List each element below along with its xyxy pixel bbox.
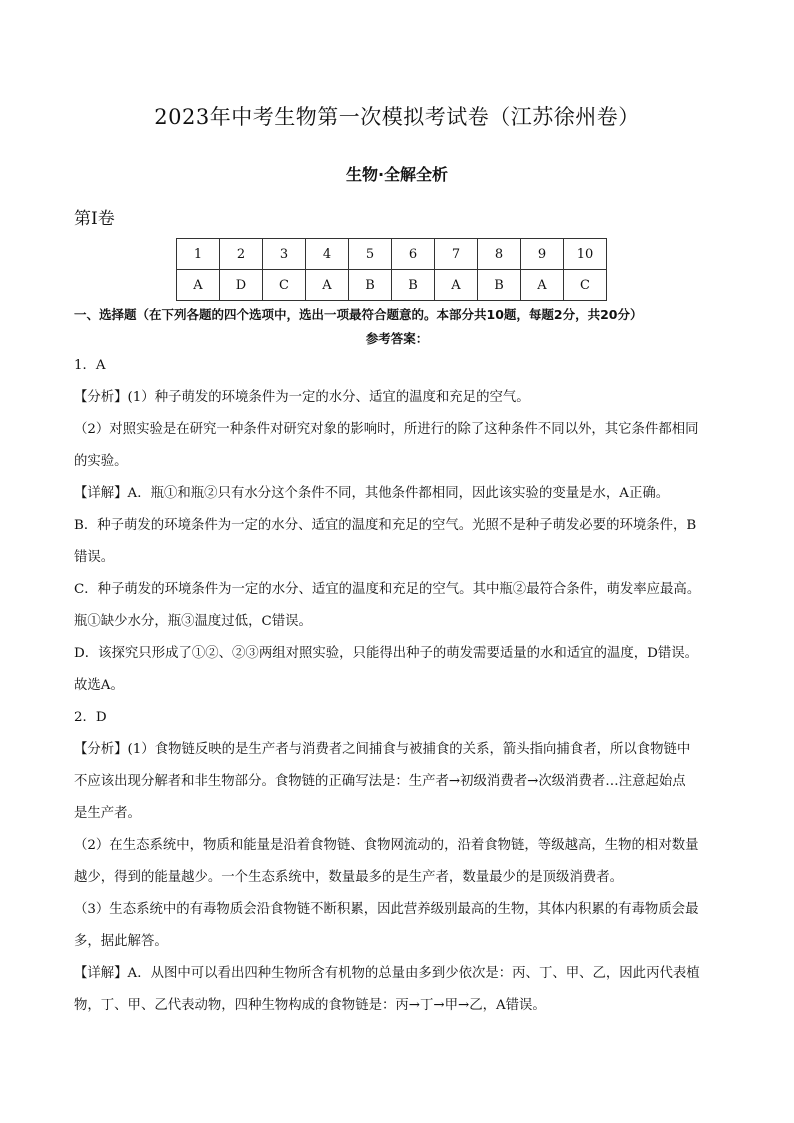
question-number-cell: 4: [306, 239, 349, 270]
text-line: D．该探究只形成了①②、②③两组对照实验，只能得出种子的萌发需要适量的水和适宜的温度，D错误。: [74, 646, 699, 661]
text-line: 的实验。: [74, 454, 128, 469]
document-subtitle: 生物·全解全析: [345, 165, 449, 184]
document-title: 2023年中考生物第一次模拟考试卷（江苏徐州卷）: [154, 105, 640, 129]
answer-cell: A: [435, 270, 478, 301]
question-number-cell: 1: [177, 239, 220, 270]
text-line: 错误。: [74, 550, 115, 565]
text-line: 2．D: [74, 710, 107, 725]
question-number-cell: 9: [521, 239, 564, 270]
text-line: （2）在生态系统中，物质和能量是沿着食物链、食物网流动的，沿着食物链，等级越高，生物的相对数量: [74, 838, 699, 853]
answer-cell: A: [177, 270, 220, 301]
text-line: 【分析】(1）种子萌发的环境条件为一定的水分、适宜的温度和充足的空气。: [74, 390, 530, 405]
text-line: 越少，得到的能量越少。一个生态系统中，数量最多的是生产者，数量最少的是顶级消费者。: [74, 870, 624, 885]
text-line: B．种子萌发的环境条件为一定的水分、适宜的温度和充足的空气。光照不是种子萌发必要的环境条件，B: [74, 518, 697, 533]
volume-label: 第Ⅰ卷: [74, 209, 115, 229]
reference-answer-label: 参考答案：: [365, 331, 429, 346]
question-number-cell: 6: [392, 239, 435, 270]
answer-table-answer-row: [177, 270, 607, 301]
answer-cell: C: [564, 270, 607, 301]
text-line: 1．A: [74, 358, 106, 373]
text-line: 不应该出现分解者和非生物部分。食物链的正确写法是：生产者→初级消费者→次级消费者…注意起始点: [74, 774, 686, 789]
text-line: 【详解】A．从图中可以看出四种生物所含有机物的总量由多到少依次是：丙、丁、甲、乙，因此丙代表植: [74, 966, 700, 981]
answer-cell: B: [478, 270, 521, 301]
question-number-cell: 10: [564, 239, 607, 270]
section-heading: 一、选择题（在下列各题的四个选项中，选出一项最符合题意的。本部分共10题，每题2分，共20分）: [74, 307, 643, 322]
answer-cell: D: [220, 270, 263, 301]
text-line: 【分析】(1）食物链反映的是生产者与消费者之间捕食与被捕食的关系，箭头指向捕食者，所以食物链中: [74, 742, 691, 757]
answer-table: [176, 238, 607, 301]
text-line: （3）生态系统中的有毒物质会沿食物链不断积累，因此营养级别最高的生物，其体内积累的有毒物质会最: [74, 902, 699, 917]
answer-cell: A: [521, 270, 564, 301]
question-number-cell: 2: [220, 239, 263, 270]
question-number-cell: 5: [349, 239, 392, 270]
text-line: 物，丁、甲、乙代表动物，四种生物构成的食物链是：丙→丁→甲→乙，A错误。: [74, 998, 546, 1013]
answer-cell: B: [392, 270, 435, 301]
text-line: 多，据此解答。: [74, 934, 168, 949]
answer-cell: B: [349, 270, 392, 301]
explanation-body: [74, 350, 724, 1022]
question-number-cell: 3: [263, 239, 306, 270]
answer-cell: C: [263, 270, 306, 301]
answer-table-number-row: [177, 239, 607, 270]
question-number-cell: 8: [478, 239, 521, 270]
question-number-cell: 7: [435, 239, 478, 270]
text-line: 瓶①缺少水分，瓶③温度过低，C错误。: [74, 614, 312, 629]
answer-cell: A: [306, 270, 349, 301]
text-line: （2）对照实验是在研究一种条件对研究对象的影响时，所进行的除了这种条件不同以外，其它条件都相同: [74, 422, 699, 437]
text-line: 是生产者。: [74, 806, 141, 821]
text-line: 故选A。: [74, 678, 124, 693]
text-line: C．种子萌发的环境条件为一定的水分、适宜的温度和充足的空气。其中瓶②最符合条件，萌发率应最高。: [74, 582, 701, 597]
text-line: 【详解】A．瓶①和瓶②只有水分这个条件不同，其他条件都相同，因此该实验的变量是水，A正确。: [74, 486, 670, 501]
